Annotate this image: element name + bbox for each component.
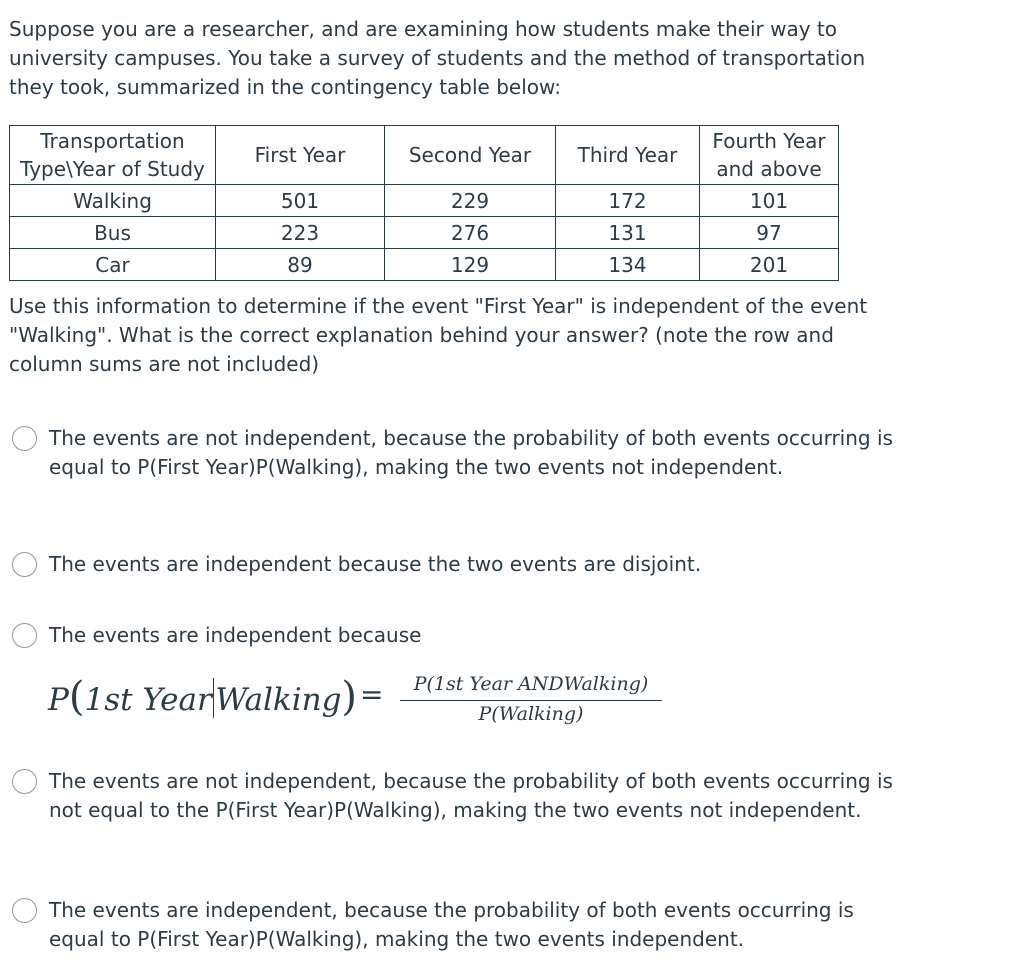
formula-fraction (400, 672, 662, 727)
conditional-probability-formula (48, 672, 688, 732)
row-label: Car (10, 249, 216, 281)
table-cell: 89 (216, 249, 385, 281)
formula-lhs: P(1st Year Walking) (48, 674, 358, 720)
radio-button[interactable] (12, 552, 37, 577)
answer-option-label: The events are not independent, because the probability of both events occurring is not equal to the P(First Year)P(Walking), making the two events not independent. (49, 769, 893, 822)
answer-option-label: The events are independent because (49, 623, 422, 647)
table-cell: 131 (556, 217, 700, 249)
column-header: Second Year (385, 126, 556, 185)
radio-button[interactable] (12, 769, 37, 794)
table-cell: 97 (700, 217, 839, 249)
table-cell: 223 (216, 217, 385, 249)
column-header: First Year (216, 126, 385, 185)
formula-denominator: P(Walking) (478, 703, 584, 725)
answer-option-label: The events are independent, because the probability of both events occurring is equal to P(First Year)P(Walking), making the two events independent. (49, 898, 854, 951)
table-cell: 101 (700, 185, 839, 217)
column-header: Fourth Year and above (700, 126, 839, 185)
table-cell: 201 (700, 249, 839, 281)
radio-button[interactable] (12, 898, 37, 923)
formula-numerator: P(1st Year ANDWalking) (400, 672, 662, 701)
table-cell: 229 (385, 185, 556, 217)
table-cell: 501 (216, 185, 385, 217)
question-prompt: Use this information to determine if the event "First Year" is independent of the event "Walking". What is the correct explanation behind your answer? (note the row and column sums are not included) (9, 294, 868, 376)
table-row (10, 249, 839, 281)
table-header-row (10, 126, 839, 185)
answer-option-label: The events are not independent, because the probability of both events occurring is equal to P(First Year)P(Walking), making the two events not independent. (49, 426, 893, 479)
formula-p: P (48, 682, 69, 718)
table-cell: 129 (385, 249, 556, 281)
row-label: Walking (10, 185, 216, 217)
table-corner-header: Transportation Type\Year of Study (10, 126, 216, 185)
row-label: Bus (10, 217, 216, 249)
contingency-table (9, 125, 839, 281)
question-intro: Suppose you are a researcher, and are examining how students make their way to university campuses. You take a survey of students and the method of transportation they took, summarized in the contingency table below: (9, 17, 866, 99)
table-row (10, 217, 839, 249)
formula-given-event: 1st Year (84, 682, 212, 718)
table-row (10, 185, 839, 217)
formula-equals: = (360, 678, 384, 711)
column-header: Third Year (556, 126, 700, 185)
radio-button[interactable] (12, 623, 37, 648)
answer-option-label: The events are independent because the two events are disjoint. (49, 552, 702, 576)
formula-condition-event: Walking (215, 682, 342, 718)
table-cell: 276 (385, 217, 556, 249)
table-cell: 134 (556, 249, 700, 281)
table-cell: 172 (556, 185, 700, 217)
radio-button[interactable] (12, 426, 37, 451)
